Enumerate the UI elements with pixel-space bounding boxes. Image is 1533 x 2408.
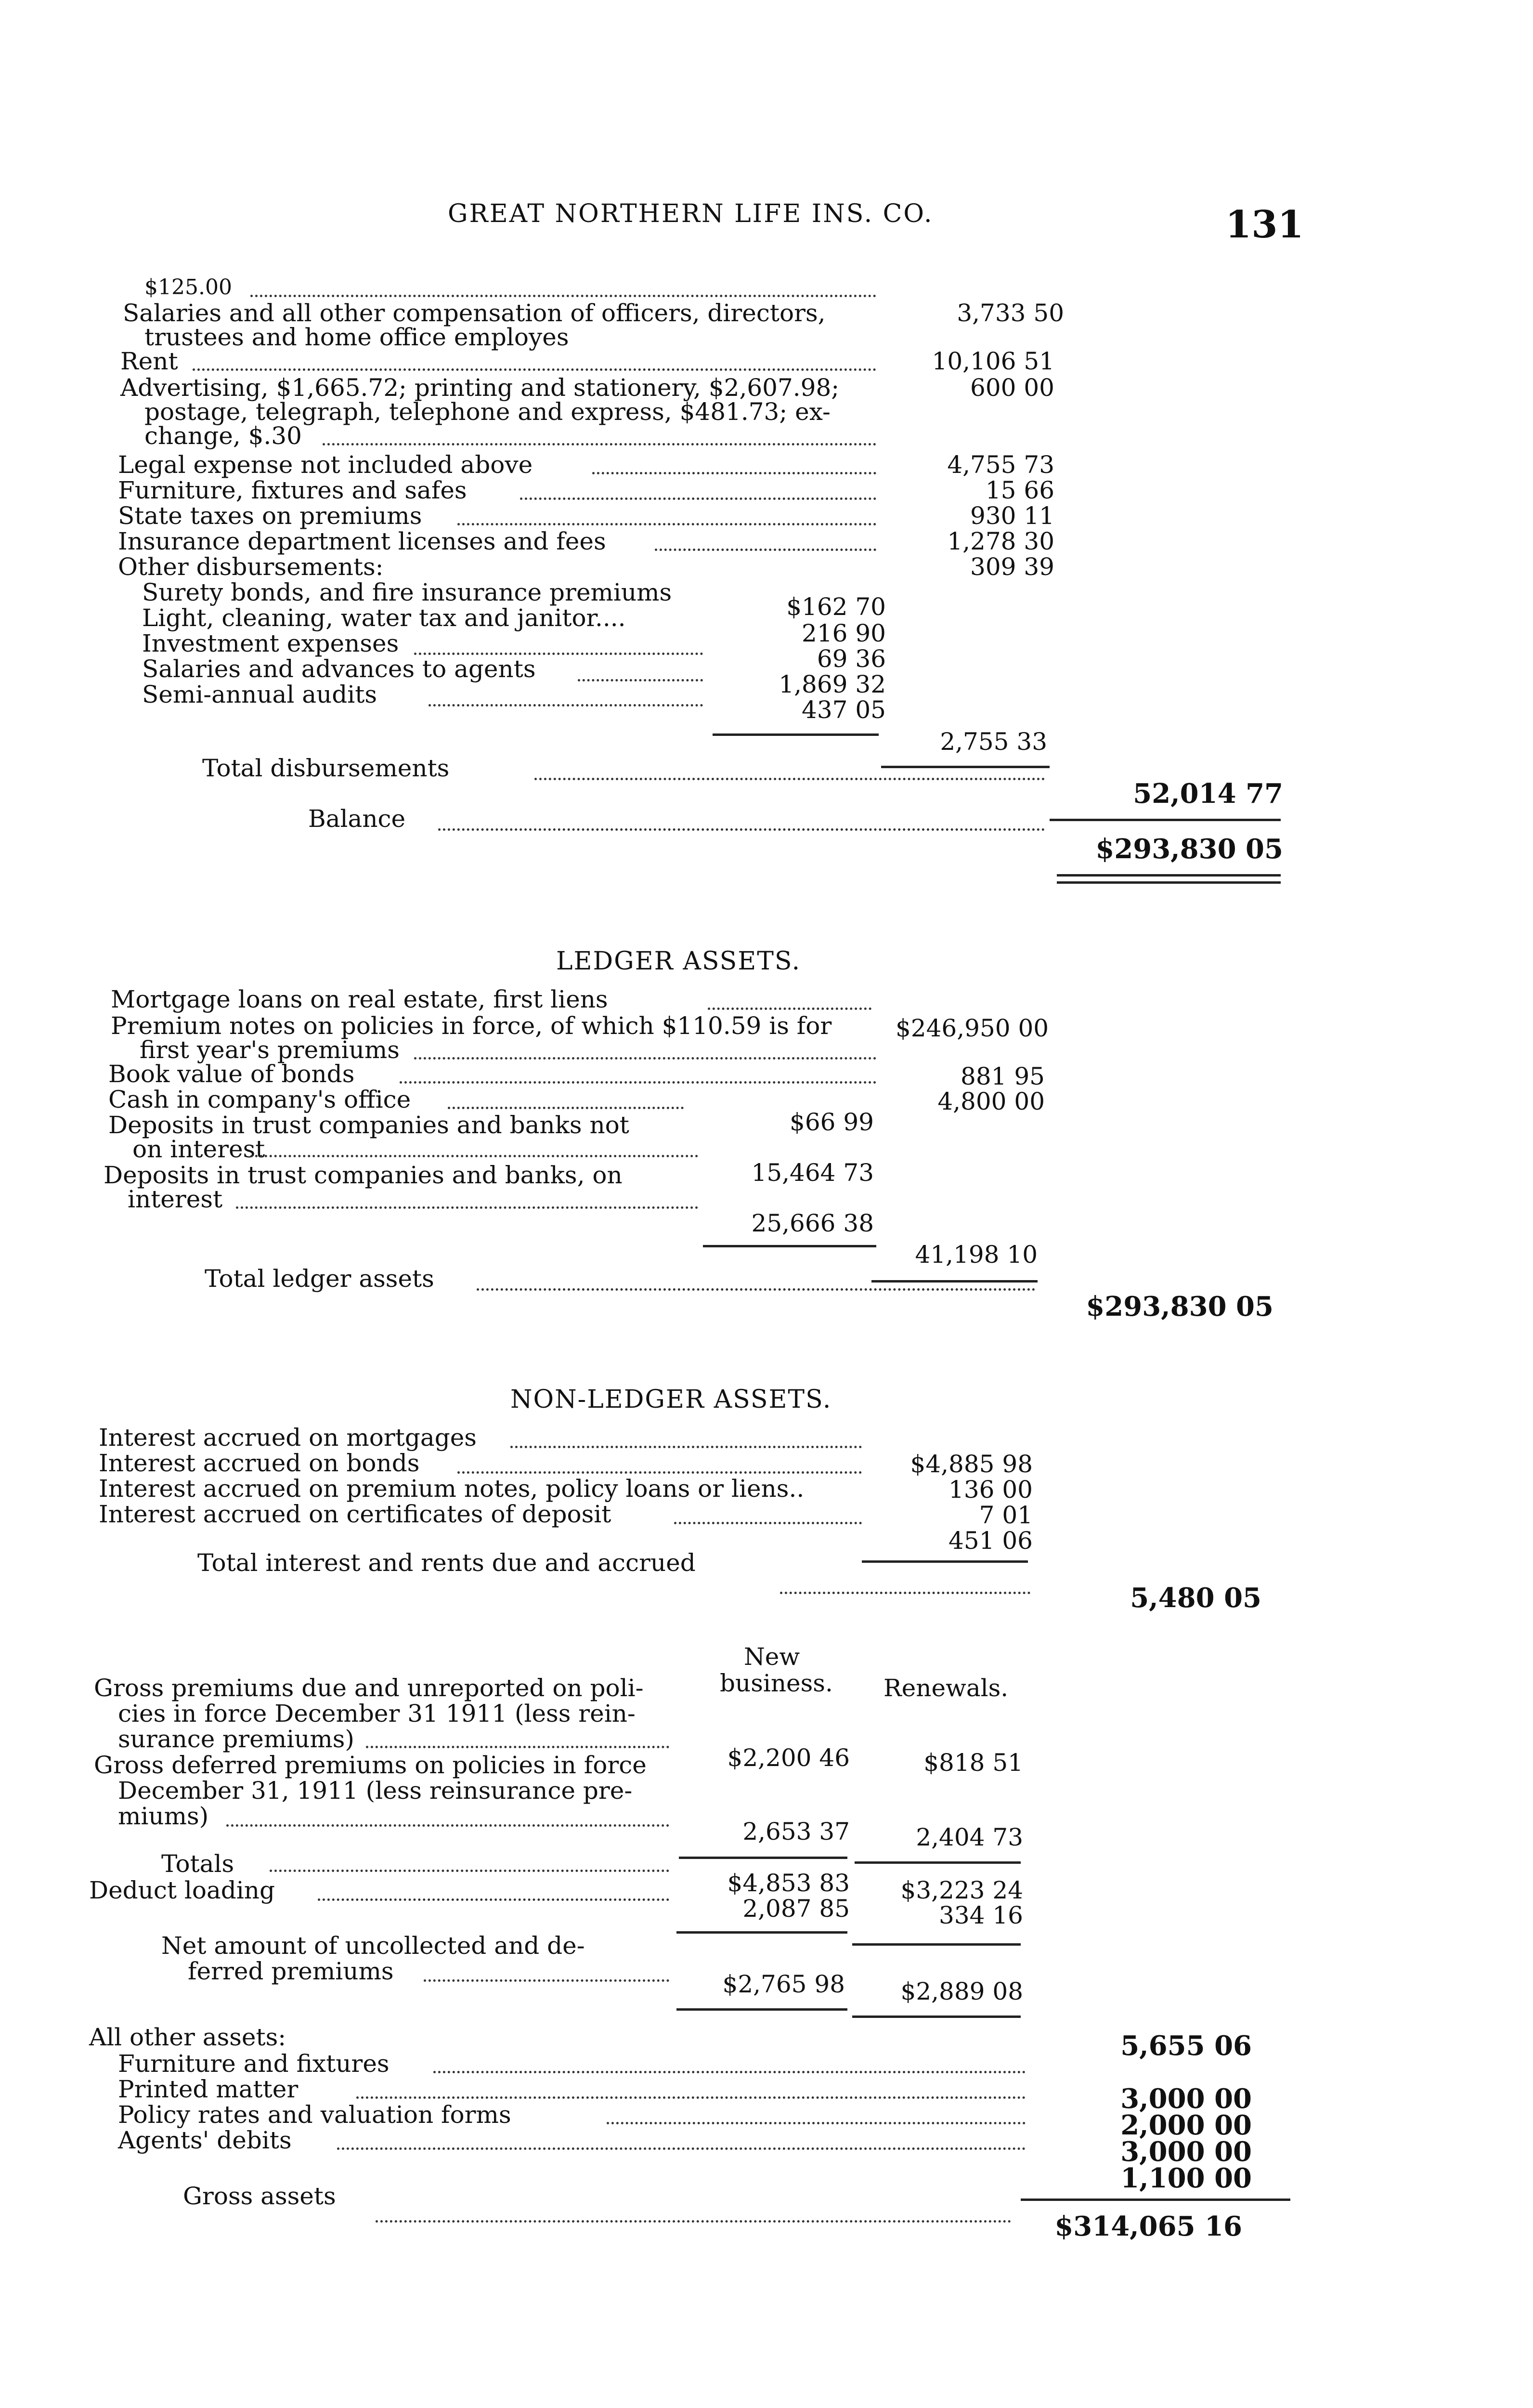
leader-dots <box>578 679 703 681</box>
sum-rule <box>676 2008 847 2011</box>
other-asset-amount: 1,100 00 <box>1120 2162 1252 2194</box>
nonledger-item-amount: $4,885 98 <box>910 1450 1033 1478</box>
leader-dots <box>356 2096 1026 2099</box>
gross-premiums-label-cont: cies in force December 31 1911 (less rein- <box>118 1700 636 1727</box>
disb-item-label: Legal expense not included above <box>118 451 533 479</box>
disb-item-label: Advertising, $1,665.72; printing and stationery, $2,607.98; <box>120 374 840 402</box>
disb-item-amount: 3,733 50 <box>957 299 1064 327</box>
disb-item-amount: 10,106 51 <box>932 347 1054 375</box>
disb-item-label: Other disbursements: <box>118 553 384 581</box>
net-amount-label: Net amount of uncollected and de- <box>161 1932 585 1960</box>
leader-dots <box>270 1870 669 1872</box>
loading-new: 2,087 85 <box>742 1895 850 1923</box>
ledger-item-amount: 881 95 <box>961 1062 1045 1090</box>
non-ledger-assets-title: NON-LEDGER ASSETS. <box>510 1385 832 1414</box>
leader-dots <box>226 1824 669 1827</box>
sum-rule <box>1050 819 1281 821</box>
other-disb-label: Salaries and advances to agents <box>142 655 536 683</box>
leader-dots <box>250 1155 698 1157</box>
net-amount-label-cont: ferred premiums <box>188 1957 394 1985</box>
ledger-assets-title: LEDGER ASSETS. <box>556 947 801 976</box>
gross-assets-label: Gross assets <box>183 2182 336 2210</box>
other-asset-amount: 3,000 00 <box>1120 2083 1252 2115</box>
total-ledger-assets: $293,830 05 <box>1086 1291 1273 1322</box>
gross-assets-total: $314,065 16 <box>1054 2211 1242 2242</box>
leader-dots <box>433 2071 1026 2073</box>
other-disb-amount: $162 70 <box>786 593 886 621</box>
deduct-loading-label: Deduct loading <box>89 1876 275 1904</box>
leader-dots <box>424 1979 669 1982</box>
balance-label: Balance <box>308 805 406 833</box>
total-disbursements: 52,014 77 <box>1133 778 1283 810</box>
gross-premiums-label: Gross premiums due and unreported on poli- <box>94 1674 644 1702</box>
leader-dots <box>448 1107 684 1109</box>
sum-rule <box>703 1245 876 1247</box>
other-disb-label: Light, cleaning, water tax and janitor.... <box>142 604 626 632</box>
deferred-premiums-label-cont: miums) <box>118 1802 209 1830</box>
sum-rule <box>713 733 879 736</box>
other-disb-amount: 1,869 32 <box>779 670 886 698</box>
deposit-label: Deposits in trust companies and banks not <box>108 1111 629 1139</box>
leader-dots <box>400 1081 876 1084</box>
sum-rule <box>676 1931 847 1934</box>
other-assets-label: All other assets: <box>89 2023 286 2051</box>
nonledger-item-label: Interest accrued on mortgages <box>99 1424 477 1452</box>
nonledger-item-label: Interest accrued on certificates of deposit <box>99 1500 611 1528</box>
leader-dots <box>323 443 876 445</box>
deferred-premiums-label-cont: December 31, 1911 (less reinsurance pre- <box>118 1777 633 1805</box>
leader-dots <box>250 295 876 297</box>
leader-dots <box>429 704 703 707</box>
disb-item-label: Furniture, fixtures and safes <box>118 476 467 504</box>
leader-dots <box>318 1898 669 1901</box>
deposit-amount: $66 99 <box>790 1108 874 1136</box>
other-asset-label: Printed matter <box>118 2075 299 2103</box>
other-disb-amount: 216 90 <box>802 619 886 647</box>
disb-item-amount: 930 11 <box>970 502 1054 530</box>
other-asset-label: Furniture and fixtures <box>118 2050 390 2078</box>
sum-rule <box>852 1943 1021 1946</box>
disb-item-label: Salaries and all other compensation of officers, directors, <box>123 299 826 327</box>
nonledger-item-label: Interest accrued on premium notes, policy loans or liens.. <box>99 1475 805 1503</box>
other-asset-label: Agents' debits <box>118 2126 292 2154</box>
leader-dots <box>607 2122 1026 2124</box>
disb-item-amount: 4,755 73 <box>947 451 1054 479</box>
ledger-item-label: Mortgage loans on real estate, first liens <box>111 985 608 1013</box>
total-interest: 5,480 05 <box>1130 1582 1261 1614</box>
leader-dots <box>438 828 1045 831</box>
disb-item-label: $125.00 <box>144 275 232 300</box>
other-asset-amount: 2,000 00 <box>1120 2109 1252 2141</box>
leader-dots <box>510 1446 862 1448</box>
other-asset-label: Policy rates and valuation forms <box>118 2101 511 2129</box>
col-header-business: business. <box>720 1669 833 1697</box>
loading-renewals: 334 16 <box>939 1901 1023 1929</box>
other-disb-amount: 437 05 <box>802 696 886 724</box>
leader-dots <box>708 1008 871 1010</box>
disb-item-label: Insurance department licenses and fees <box>118 527 606 555</box>
totals-label: Totals <box>161 1850 234 1878</box>
leader-dots <box>592 472 876 474</box>
deposit-amount: 15,464 73 <box>751 1159 874 1187</box>
ledger-item-label-cont: first year's premiums <box>140 1036 400 1064</box>
total-disbursements-label: Total disbursements <box>202 754 450 782</box>
leader-dots <box>674 1522 862 1524</box>
balance-amount: $293,830 05 <box>1095 833 1283 865</box>
leader-dots <box>414 1057 876 1060</box>
nonledger-item-label: Interest accrued on bonds <box>99 1449 420 1477</box>
ledger-item-label: Book value of bonds <box>108 1060 355 1088</box>
sum-rule <box>871 1280 1038 1283</box>
nonledger-item-amount: 136 00 <box>948 1476 1033 1504</box>
net-amount-renewals: $2,889 08 <box>900 1977 1023 2005</box>
sum-rule <box>881 766 1050 768</box>
other-disb-label: Surety bonds, and fire insurance premiums <box>142 578 672 606</box>
sum-rule <box>862 1560 1028 1563</box>
other-disb-label: Semi-annual audits <box>142 681 377 708</box>
nonledger-item-amount: 7 01 <box>979 1501 1033 1529</box>
net-premiums-total: 5,655 06 <box>1120 2030 1252 2062</box>
leader-dots <box>193 368 876 371</box>
gross-premiums-label-cont: surance premiums) <box>118 1725 354 1753</box>
disb-item-label-cont: change, $.30 <box>144 422 302 450</box>
disb-item-label-cont: trustees and home office employes <box>144 323 569 351</box>
other-asset-amount: 3,000 00 <box>1120 2136 1252 2168</box>
other-disb-total: 2,755 33 <box>940 728 1047 756</box>
leader-dots <box>376 2220 1011 2223</box>
ledger-item-label: Premium notes on policies in force, of which $110.59 is for <box>111 1012 832 1040</box>
disb-item-label-cont: postage, telegraph, telephone and express, $481.73; ex- <box>144 398 831 426</box>
ledger-item-amount: 4,800 00 <box>937 1087 1045 1115</box>
ledger-item-amount: $246,950 00 <box>896 1014 1049 1042</box>
leader-dots <box>520 497 876 500</box>
disb-item-amount: 600 00 <box>970 374 1054 402</box>
other-disb-label: Investment expenses <box>142 629 399 657</box>
sum-rule <box>852 2015 1021 2018</box>
gross-premiums-new: $2,200 46 <box>727 1744 850 1772</box>
total-interest-label: Total interest and rents due and accrued <box>197 1549 696 1577</box>
deposit-amount: 25,666 38 <box>751 1209 874 1237</box>
gross-premiums-renewals: $818 51 <box>923 1749 1023 1777</box>
col-header-renewals: Renewals. <box>883 1674 1009 1702</box>
col-header-new: New <box>744 1643 800 1671</box>
disb-item-label: Rent <box>120 347 178 375</box>
other-disb-amount: 69 36 <box>817 645 886 673</box>
nonledger-item-amount: 451 06 <box>948 1527 1033 1555</box>
running-header: GREAT NORTHERN LIFE INS. CO. <box>448 199 934 228</box>
leader-dots <box>337 2147 1026 2150</box>
sum-rule <box>855 1861 1021 1864</box>
deferred-premiums-renewals: 2,404 73 <box>916 1823 1023 1851</box>
double-rule <box>1057 874 1281 884</box>
deposit-label-cont: interest <box>128 1185 223 1213</box>
totals-renewals: $3,223 24 <box>900 1876 1023 1904</box>
leader-dots <box>366 1746 669 1748</box>
deposit-label: Deposits in trust companies and banks, on <box>104 1161 623 1189</box>
leader-dots <box>457 1471 862 1474</box>
page-number: 131 <box>1225 203 1304 247</box>
disb-item-amount: 1,278 30 <box>947 527 1054 555</box>
sum-rule <box>1021 2199 1290 2201</box>
leader-dots <box>477 1288 1035 1291</box>
net-amount-new: $2,765 98 <box>722 1970 845 1998</box>
deposits-total: 41,198 10 <box>915 1241 1038 1269</box>
deferred-premiums-label: Gross deferred premiums on policies in force <box>94 1751 647 1779</box>
total-ledger-assets-label: Total ledger assets <box>205 1265 434 1293</box>
leader-dots <box>780 1592 1030 1594</box>
disb-item-amount: 15 66 <box>985 476 1054 504</box>
leader-dots <box>236 1206 698 1209</box>
disb-item-label: State taxes on premiums <box>118 502 422 530</box>
totals-new: $4,853 83 <box>727 1869 850 1897</box>
deferred-premiums-new: 2,653 37 <box>742 1818 850 1845</box>
leader-dots <box>655 549 876 551</box>
ledger-item-label: Cash in company's office <box>108 1086 411 1113</box>
disb-item-amount: 309 39 <box>970 553 1054 581</box>
sum-rule <box>679 1857 847 1859</box>
leader-dots <box>457 523 876 525</box>
deposit-label-cont: on interest <box>132 1135 265 1163</box>
leader-dots <box>534 778 1045 780</box>
